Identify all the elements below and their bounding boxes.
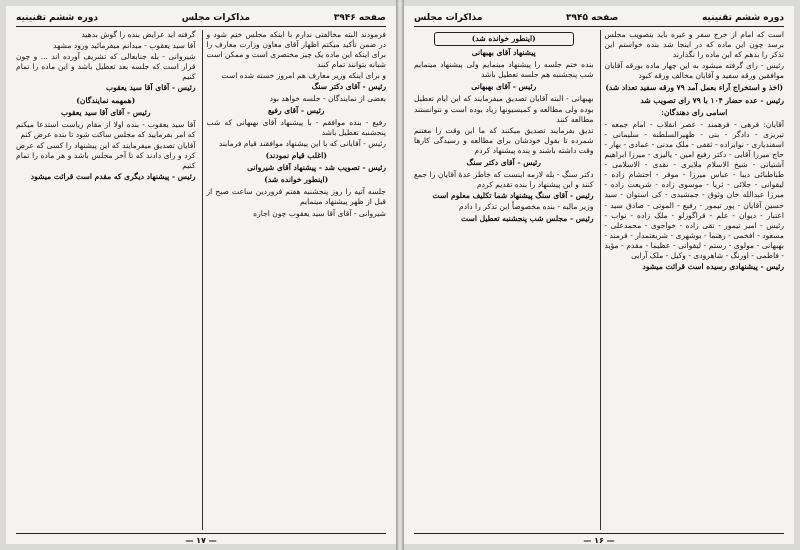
speaker-heading: پیشنهاد آقای بهبهانی bbox=[471, 48, 536, 58]
speaker-line: رئیس - آقای آقا سید یعقوب bbox=[105, 83, 196, 93]
text-columns bbox=[414, 30, 784, 530]
book-gutter bbox=[396, 0, 404, 550]
column-left bbox=[16, 30, 196, 530]
page-right bbox=[404, 6, 794, 544]
column-right bbox=[202, 30, 387, 530]
page-title: مذاکرات مجلس bbox=[414, 13, 483, 23]
page-left bbox=[6, 6, 396, 544]
page-header bbox=[414, 12, 784, 27]
paragraph: آقایان تصدیق میفرمایند که این پیشنهاد را کسی که عرض کرد و رای دادند که تا آخر مجلس باشد و هر ماده را تمام کنیم bbox=[16, 140, 196, 171]
paragraph: رفیع - بنده موافقم - با پیشنهاد آقای بهبهانی که شب پنجشنبه تعطیل باشد bbox=[206, 117, 386, 137]
page-title: مذاکرات مجلس bbox=[181, 13, 251, 23]
stage-note: (همهمه نمایندگان) bbox=[76, 95, 136, 105]
page-footer: — ۱۶ — bbox=[414, 533, 784, 544]
speaker-line: رئیس - عده حضار ۱۰۴ با ۷۹ رای تصویب شد bbox=[640, 95, 784, 105]
paragraph: آقا سید یعقوب - میدانم میفرمائید ورود مشهد bbox=[53, 41, 196, 51]
page-number: صفحه ۳۹۴۶ bbox=[333, 13, 386, 23]
speaker-heading: رئیس - آقای رفیع bbox=[268, 105, 325, 115]
page-number: صفحه ۳۹۴۵ bbox=[566, 13, 619, 23]
page-header bbox=[16, 12, 386, 27]
paragraph: شیروانی - آقای آقا سید یعقوب چون اجازه bbox=[253, 208, 386, 218]
speaker-line: رئیس - آقای سنگ پیشنهاد شما تکلیف معلوم است bbox=[432, 191, 594, 201]
text-columns bbox=[16, 30, 386, 530]
speaker-line: رئیس - تصویب شد - پیشنهاد آقای شیروانی bbox=[247, 163, 386, 173]
paragraph: رئیس - رای گرفته میشود به این چهار ماده بورقه آقایان موافقین ورقه سفید و آقایان مخالف ورقه کبود bbox=[604, 61, 784, 81]
section-heading: اسامی رای دهندگان: bbox=[661, 107, 728, 117]
paragraph: آقایان: فرهی - فرهمند - عصر انقلاب - امام جمعه - تبریزی - دادگر - بنی - ظهیرالسلطنه - سلیمانی - اسفندیاری - نوابزاده - ثقفی - ملک مدنی - عمادی - بهار - حاج میرزا آقایی - دکتر رفیع امین - یالیزی - میرزا ابراهیم آشتیانی - شیخ الاسلام ملایری - نقدی - الاسلامی - طباطبائی دیبا - عباس میرزا - موقر - احتشام زاده - لیقوانی - جلائی - ثریا - موسوی زاده - شریعت زاده - میرزا عبدالله خان وثوق - جمشیدی - کی استوان - سید حسین آقایان - پور تیمور - رفیع - الموتی - صادق سید - اعتبار - دیوان - علم - قراگوزلو - ملک زاده - نواب - رئیس - امیر تیمور - تقی زاده - خواجوی - محمدعلی - مسعود - افخمی - رهنما - بوشهری - شریعتمدار - فرمند - بهبهانی - مولوی - رستم - لیقوانی - عظیما - مقدم - مؤید - فاطمی - اورنگ - شاهرودی - وکیل - ملک آرایی bbox=[604, 119, 784, 260]
paragraph: جلسه آتیه را روز پنجشنبه هفتم فروردین ساعت صبح از قبل از ظهر پیشنهاد مینمایم bbox=[206, 187, 386, 207]
stage-note: (اغلب قیام نمودند) bbox=[265, 151, 327, 161]
paragraph: وزیر مالیه - بنده مخصوصاً این تذکر را دادم bbox=[459, 202, 594, 212]
paragraph: گرفته اید عرایض بنده را گوش بدهید bbox=[81, 30, 196, 39]
paragraph: بنده ختم جلسه را پیشنهاد مینمایم ولی پیشنهاد مینمایم شب پنجشنبه هم جلسه تعطیل باشد bbox=[414, 60, 594, 80]
paragraph: شیروانی - بله جنابعالی که تشریف آورده اند ... و چون قرار است که جلسه بعد تعطیل باشد و این ماده را تمام کنیم bbox=[16, 52, 196, 82]
paragraph: رئیس - آقایانی که با این پیشنهاد موافقند قیام فرمایند bbox=[218, 138, 386, 148]
paragraph: است که امام از خرج سفر و غیره باید بتصویب مجلس برسد چون این ماده که در اینجا شد بنده خواستم این تذکر را بدهم که این ماده را نگذارند bbox=[604, 30, 784, 60]
paragraph: بعضی از نمایندگان - جلسه خواهد بود bbox=[269, 93, 386, 103]
session-label: دوره ششم تقنینیه bbox=[16, 13, 99, 23]
stage-note: (اخذ و استخراج آراء بعمل آمد ۷۹ ورقه سفید تعداد شد) bbox=[605, 83, 784, 93]
session-label: دوره ششم تقنینیه bbox=[701, 13, 784, 23]
speaker-heading: رئیس - آقای دکتر سنگ bbox=[466, 158, 541, 168]
speaker-heading: رئیس - آقای آقا سید یعقوب bbox=[60, 107, 151, 117]
paragraph: آقا سید یعقوب - بنده اولا از مقام ریاست استدعا میکنم که امر بفرمایید که مجلس ساکت شود تا بنده عرض کنم bbox=[16, 119, 196, 139]
boxed-heading: (اینطور خوانده شد) bbox=[434, 32, 574, 46]
speaker-line: رئیس - آقای دکتر سنگ bbox=[311, 82, 386, 92]
paragraph: و برای اینکه وزیر معارف هم امروز خسته شده است bbox=[221, 71, 386, 81]
speaker-line: رئیس - مجلس شب پنجشنبه تعطیل است bbox=[461, 213, 594, 223]
stage-note: (اینطور خوانده شد) bbox=[264, 175, 329, 185]
paragraph: بهبهانی - البته آقایان تصدیق میفرمایند که این ایام تعطیل بوده ولی مطالعه و کمیسیونها زیاد بوده است و نتوانستند مطالعه کنند bbox=[414, 94, 594, 124]
paragraph: فرمودند البته مخالفتی ندارم با اینکه مجلس ختم شود و در ضمن تأکید میکنم اظهار آقای معاون وزارت معارف را برای اینکه این ماده یک چیز مختصری است و ممکن است شبانه بتوانند تمام کنند bbox=[206, 30, 386, 70]
speaker-line: رئیس - پیشنهادی رسیده است قرائت میشود bbox=[642, 262, 784, 272]
page-footer: — ۱۷ — bbox=[16, 533, 386, 544]
paragraph: دکتر سنگ - بله لازمه اینست که خاطر عدهٔ آقایان را جمع کنند و این پیشنهاد را بنده تقدیم کردم bbox=[414, 170, 594, 190]
column-right bbox=[600, 30, 785, 530]
column-left bbox=[414, 30, 594, 530]
speaker-line: رئیس - پیشنهاد دیگری که مقدم است قرائت میشود bbox=[30, 172, 196, 182]
speaker-heading: رئیس - آقای بهبهانی bbox=[471, 82, 537, 92]
paragraph: تدیق بفرمایند تصدیق میکنند که ما این وقت را مغتنم شمرده تا بقول خودشان برای مطالعه و رسیدگی کارها وقت داشته باشند و بنده پیشنهاد کردم bbox=[414, 125, 594, 155]
